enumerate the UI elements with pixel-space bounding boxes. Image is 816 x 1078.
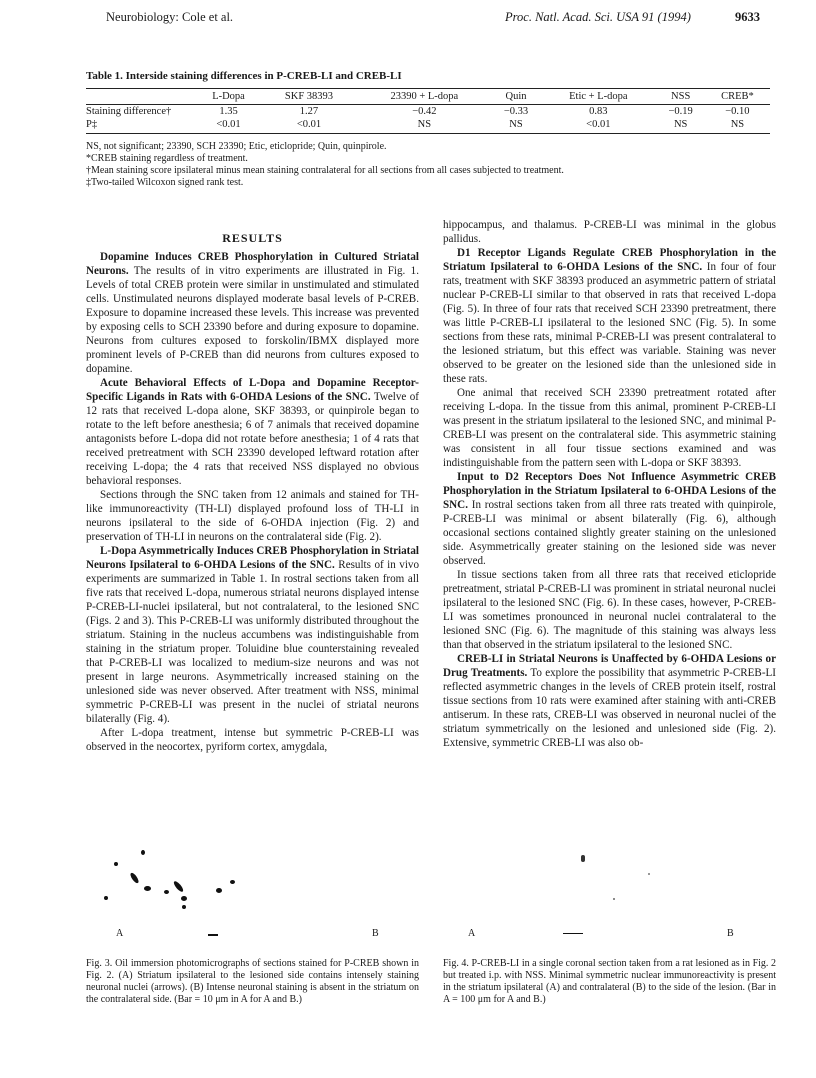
paragraph-heading: Dopamine Induces CREB Phosphorylation in Cultured Striatal Neurons. (86, 251, 419, 277)
paragraph-text: Results of in vivo experiments are summarized in Table 1. In rostral sections taken from all five rats that received L-dopa, numerous striatal neurons displayed intense P-CREB-LI-nuclei ipsilateral, but not contralateral, to the lesioned SNC (Figs. 2 and 3). This P-CREB-LI was uniformly distributed throughout the striatum. Staining in the nucleus accumbens was indistinguishable from staining in the striatum proper. Toluidine blue counterstaining revealed that P-CREB-LI was localized to medium-size neurons and was not present in large neurons. Asymmetrically increased staining on the unlesioned side was never observed. After treatment with NSS, minimal symmetric P-CREB-LI was present in the nuclei of striatal neurons bilaterally (Fig. 4). (86, 559, 419, 725)
paragraph (443, 470, 776, 568)
table-cell: <0.01 (261, 118, 357, 134)
table-header-row (86, 89, 770, 105)
table-column-header: CREB* (705, 89, 770, 105)
table-cell: P‡ (86, 118, 196, 134)
table-column-header: Quin (492, 89, 540, 105)
fig3-label-a: A (116, 928, 124, 939)
table-footnote-4: ‡Two-tailed Wilcoxon signed rank test. (86, 177, 244, 188)
paragraph-text: hippocampus, and thalamus. P-CREB-LI was minimal in the globus pallidus. (443, 219, 776, 245)
table-cell: 0.83 (589, 106, 608, 117)
table-cell: −0.33 (503, 106, 529, 117)
paragraph-text: To explore the possibility that asymmetric P-CREB-LI reflected asymmetric changes in the levels of CREB protein itself, rostral tissue sections from 10 rats were examined after staining with anti-CREB antiserum. In these rats, CREB-LI was observed in neuronal nuclei of the striatum symmetrically on the lesioned and unlesioned side (Fig. 2). Extensive, symmetric CREB-LI was also ob- (443, 667, 776, 749)
paragraph-text: After L-dopa treatment, intense but symmetric P-CREB-LI was observed in the neocortex, pyriform cortex, amygdala, (86, 727, 419, 753)
table-cell: <0.01 (540, 118, 656, 134)
table-row (86, 105, 770, 119)
table-cell: Staining difference† (86, 106, 172, 117)
fig4-image (443, 828, 776, 940)
table-column-header: L-Dopa (196, 89, 261, 105)
paragraph-heading: Acute Behavioral Effects of L-Dopa and Dopamine Receptor-Specific Ligands in Rats with 6-OHDA Lesions of the SNC. (86, 377, 419, 403)
paragraph (86, 376, 419, 488)
paragraph (86, 726, 419, 754)
paragraph (443, 218, 776, 246)
table-cell: NS (357, 118, 492, 134)
paragraph-heading: Input to D2 Receptors Does Not Influence Asymmetric CREB Phosphorylation in the Striatum Ipsilateral to 6-OHDA Lesions of the SNC. (443, 471, 776, 511)
table-cell: −0.42 (412, 106, 437, 117)
paragraph-heading: L-Dopa Asymmetrically Induces CREB Phosphorylation in Striatal Neurons Ipsilateral to 6-OHDA Lesions of the SNC. (86, 545, 419, 571)
table-1 (86, 88, 770, 134)
table-cell: NS (656, 118, 704, 134)
left-column (86, 250, 419, 754)
table-cell: NS (492, 118, 540, 134)
paragraph-text: Twelve of 12 rats that received L-dopa alone, SKF 38393, or quinpirole began to rotate to the left before anesthesia; 6 of 7 animals that received dopamine antagonists before L-dopa did not rotate before anesthesia; 1 of 4 rats that received pretreatment with SCH 23390 developed leftward rotation after receiving L-dopa; the 4 rats that received NSS displayed no obvious behavioral responses. (86, 391, 420, 487)
table-footnote-3: †Mean staining score ipsilateral minus mean staining contralateral for all sections from all cases subjected to treatment. (86, 165, 564, 176)
paragraph (443, 568, 776, 652)
table-column-header: Etic + L-dopa (540, 89, 656, 105)
table-footnote-1: NS, not significant; 23390, SCH 23390; Etic, eticlopride; Quin, quinpirole. (86, 141, 387, 152)
section-title: RESULTS (222, 231, 283, 245)
page-number: 9633 (735, 10, 760, 24)
paragraph (443, 386, 776, 470)
table-column-header: SKF 38393 (261, 89, 357, 105)
paragraph-text: The results of in vitro experiments are illustrated in Fig. 1. Levels of total CREB protein were similar in unstimulated and stimulated cells. Unstimulated neurons displayed moderate basal levels of P-CREB. Exposure to dopamine increased these levels. This increase was prevented by exposing cells to SCH 23390 before and during exposure to dopamine. Neurons from cultures exposed to forskolin/IBMX displayed more prominent levels of P-CREB than did neurons from cultures exposed to dopamine. (86, 265, 419, 375)
paragraph-heading: D1 Receptor Ligands Regulate CREB Phosphorylation in the Striatum Ipsilateral to 6-OHDA Lesions of the SNC. (443, 247, 776, 273)
running-header-left: Neurobiology: Cole et al. (106, 10, 234, 24)
table-column-header: NSS (656, 89, 704, 105)
right-column (443, 218, 776, 750)
table-cell: 1.27 (299, 106, 319, 117)
fig3-label-b: B (372, 928, 379, 939)
paragraph (443, 652, 776, 750)
table-cell: 1.35 (219, 106, 238, 117)
table-cell: −0.10 (725, 106, 750, 117)
paragraph-text: One animal that received SCH 23390 pretreatment rotated after receiving L-dopa. In the tissue from this animal, prominent P-CREB-LI was present in the striatum ipsilateral to the lesioned SNC, and minimal P-CREB-LI was present on the contralateral side. This asymmetric staining was consistent in all four tissue sections examined and was indistinguishable from the pattern seen with L-dopa or SKF 38393. (443, 387, 776, 469)
table-row (86, 118, 770, 134)
paragraph-text: In four of four rats, treatment with SKF 38393 produced an asymmetric pattern of striatal nuclear P-CREB-LI similar to that observed in rats that received L-dopa (Fig. 5). In three of four rats that received SCH 23390 pretreatment, there was little P-CREB-LI ipsilateral to the lesioned SNC (Fig. 5). In some sections from these rats, minimal P-CREB-LI was present contralateral to the lesioned striatum, but this effect was variable. Staining was never observed to be greater on the lesioned side than the unlesioned side in these rats. (443, 261, 777, 385)
fig3-caption: Fig. 3. Oil immersion photomicrographs of sections stained for P-CREB shown in Fig. 2. (A) Striatum ipsilateral to the lesioned side contains intensely staining neuronal nuclei (arrows). (B) Intense neuronal staining is absent in the striatum on the contralateral side. (Bar = 10 μm in A for A and B.) (86, 958, 419, 1005)
table-caption: Table 1. Interside staining differences in P-CREB-LI and CREB-LI (86, 70, 402, 82)
table-cell: NS (705, 118, 770, 134)
fig4-caption: Fig. 4. P-CREB-LI in a single coronal section taken from a rat lesioned as in Fig. 2 but treated i.p. with NSS. Minimal symmetric nuclear immunoreactivity is present in the striatum ipsilateral (A) and contralateral (B) to the side of the lesion. (Bar in A = 100 μm for A and B.) (443, 958, 776, 1005)
fig3-image (86, 828, 419, 940)
paragraph (443, 246, 776, 386)
fig4-label-a: A (468, 928, 476, 939)
paragraph-text: In tissue sections taken from all three rats that received eticlopride pretreatment, striatal P-CREB-LI was prominent in striatal neuronal nuclei ipsilateral to the lesioned SNC (Fig. 6). In these cases, however, P-CREB-LI was sometimes pronounced in neuronal nuclei contralateral to the lesioned SNC (Fig. 6). The magnitude of this staining was always less than that observed in the striatum ipsilateral to the lesioned SNC. (443, 569, 776, 651)
paragraph-text: In rostral sections taken from all three rats treated with quinpirole, P-CREB-LI was minimal or absent bilaterally (Fig. 6), although occasional sections contained slightly greater staining on the unlesioned side. Asymmetrically greater staining on the lesioned side was never observed. (443, 499, 776, 567)
paragraph-text: Sections through the SNC taken from 12 animals and stained for TH-like immunoreactivity (TH-LI) displayed profound loss of TH-LI in neurons ipsilateral to the side of 6-OHDA injection (Fig. 2) and preservation of TH-LI in neurons on the contralateral side (Fig. 2). (86, 489, 419, 543)
paragraph (86, 544, 419, 726)
paragraph (86, 250, 419, 376)
table-footnote-2: *CREB staining regardless of treatment. (86, 153, 248, 164)
table-cell: <0.01 (196, 118, 261, 134)
paragraph-heading: CREB-LI in Striatal Neurons is Unaffected by 6-OHDA Lesions or Drug Treatments. (443, 653, 776, 679)
running-header-journal: Proc. Natl. Acad. Sci. USA 91 (1994) (505, 10, 691, 24)
table-cell: −0.19 (668, 106, 693, 117)
table-column-header: 23390 + L-dopa (357, 89, 492, 105)
fig4-label-b: B (727, 928, 734, 939)
paragraph (86, 488, 419, 544)
table-body (86, 105, 770, 134)
table-column-header (86, 89, 196, 105)
